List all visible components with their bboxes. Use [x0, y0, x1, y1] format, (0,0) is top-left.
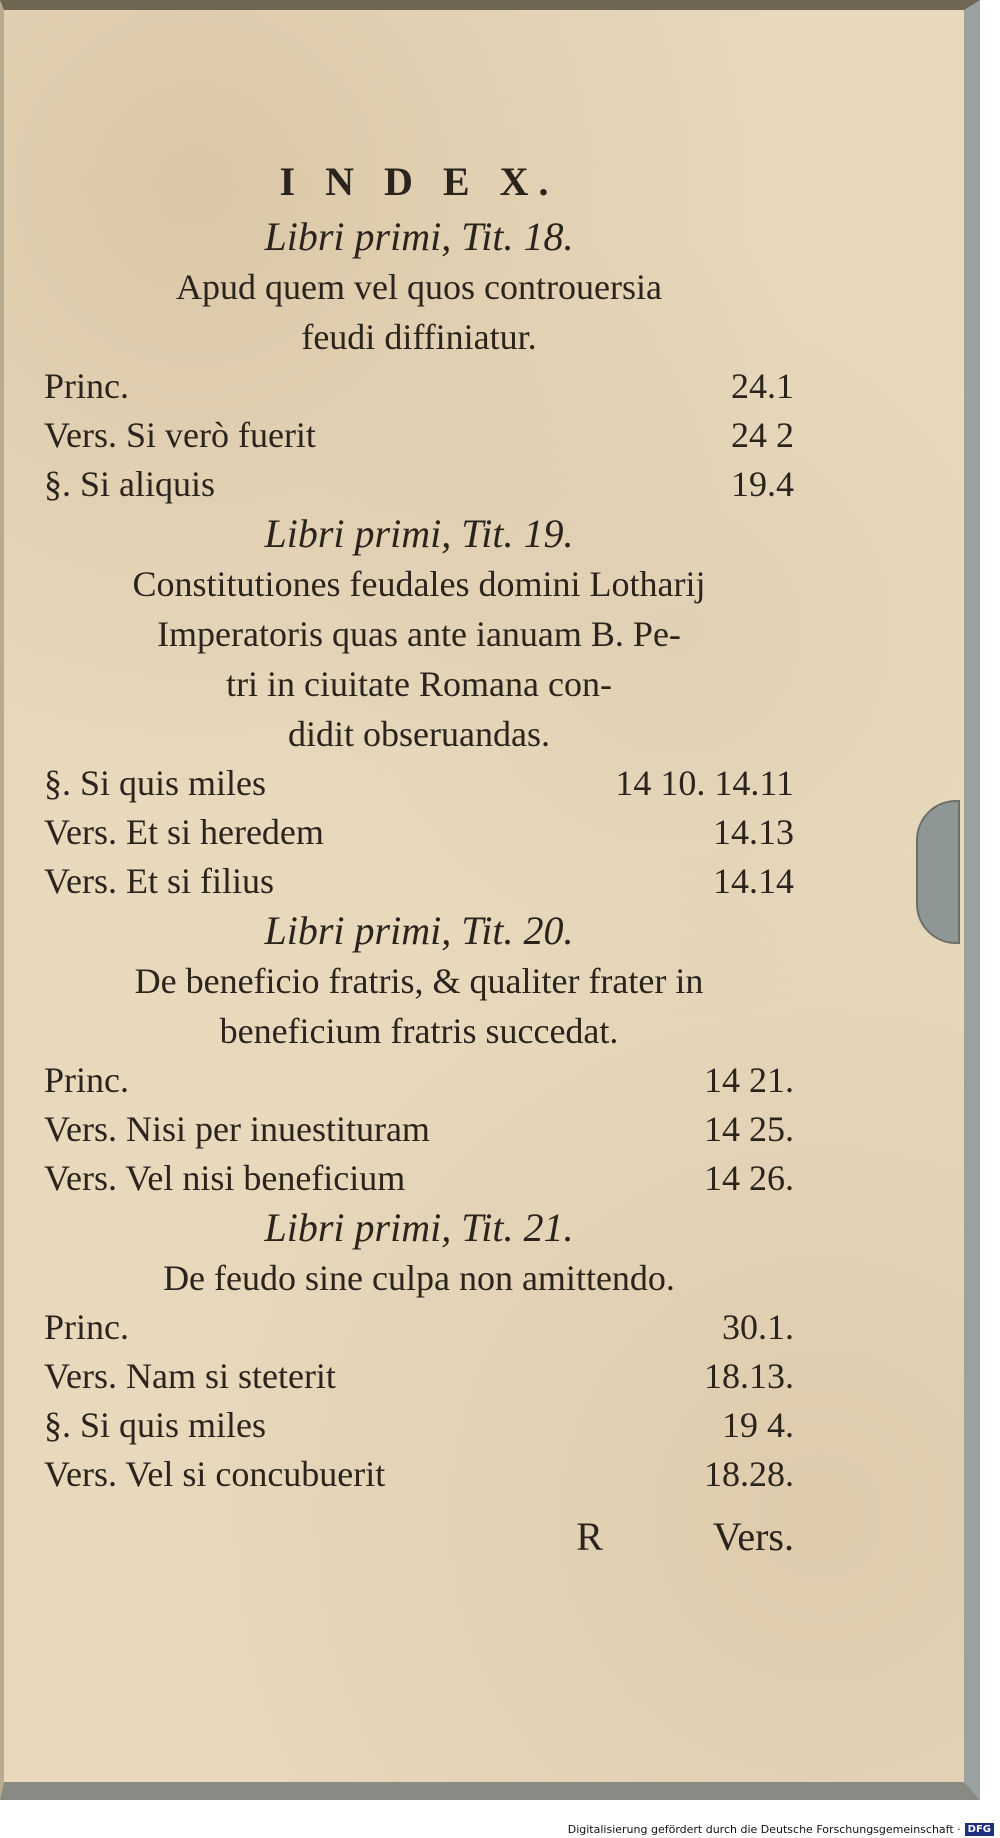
entry-number: 24 2 — [731, 415, 794, 455]
index-entry — [44, 1352, 794, 1401]
section-description-line: feudi diffiniatur. — [301, 317, 537, 357]
index-section — [44, 212, 794, 509]
digitization-credit — [568, 1823, 994, 1836]
index-entry — [44, 857, 794, 906]
entry-label: §. Si quis miles — [44, 763, 267, 803]
section-heading: Libri primi, Tit. 18. — [264, 214, 574, 259]
entry-label: Vers. Et si heredem — [44, 812, 324, 852]
section-description-line: Constitutiones feudales domini Lotharij — [132, 564, 706, 604]
index-entry — [44, 1154, 794, 1203]
index-entry — [44, 460, 794, 509]
section-heading: Libri primi, Tit. 19. — [264, 511, 574, 556]
page-content — [44, 158, 794, 1565]
section-description-line: beneficium fratris succedat. — [219, 1011, 619, 1051]
entry-number: 14 10. 14.11 — [615, 763, 794, 803]
section-heading: Libri primi, Tit. 20. — [264, 908, 574, 953]
page-title: I N D E X. — [279, 159, 559, 204]
entry-label: Vers. Nisi per inuestituram — [44, 1109, 430, 1149]
index-section — [44, 906, 794, 1203]
catchword: Vers. — [712, 1514, 794, 1559]
entry-number: 14.14 — [713, 861, 794, 901]
entry-label: Vers. Vel nisi beneficium — [44, 1158, 406, 1198]
index-entry — [44, 1450, 794, 1499]
index-section — [44, 1203, 794, 1499]
entry-label: Vers. Si verò fuerit — [44, 415, 316, 455]
entry-number: 24.1 — [731, 366, 794, 406]
entry-number: 19.4 — [731, 464, 794, 504]
index-entry — [44, 1401, 794, 1450]
section-description-line: tri in ciuitate Romana con- — [226, 664, 612, 704]
entry-number: 14 26. — [704, 1158, 794, 1198]
index-entry — [44, 1056, 794, 1105]
credit-text: Digitalisierung gefördert durch die Deutsche Forschungsgemeinschaft · — [567, 1823, 961, 1836]
section-description-line: didit obseruandas. — [288, 714, 550, 754]
entry-label: §. Si quis miles — [44, 1405, 267, 1445]
entry-number: 14 25. — [704, 1109, 794, 1149]
entry-number: 18.13. — [704, 1356, 794, 1396]
index-entry — [44, 1303, 794, 1352]
index-section — [44, 509, 794, 906]
entry-number: 14 21. — [704, 1060, 794, 1100]
section-description-line: De beneficio fratris, & qualiter frater in — [134, 961, 704, 1001]
entry-label: §. Si aliquis — [44, 464, 216, 504]
entry-label: Vers. Et si filius — [44, 861, 274, 901]
entry-label: Princ. — [44, 1060, 129, 1100]
index-entry — [44, 759, 794, 808]
signature-mark: R — [576, 1514, 603, 1559]
entry-number: 14.13 — [713, 812, 794, 852]
dfg-logo: DFG — [965, 1823, 994, 1836]
section-heading: Libri primi, Tit. 21. — [264, 1205, 574, 1250]
book-clasp — [916, 800, 960, 944]
entry-label: Princ. — [44, 366, 129, 406]
index-entry — [44, 808, 794, 857]
entry-number: 19 4. — [722, 1405, 794, 1445]
entry-label: Vers. Nam si steterit — [44, 1356, 336, 1396]
section-description-line: De feudo sine culpa non amittendo. — [163, 1258, 675, 1298]
page-footer — [44, 1509, 794, 1565]
index-entry — [44, 362, 794, 411]
entry-number: 30.1. — [722, 1307, 794, 1347]
index-entry — [44, 1105, 794, 1154]
entry-label: Vers. Vel si concubuerit — [44, 1454, 386, 1494]
section-description-line: Imperatoris quas ante ianuam B. Pe- — [157, 614, 681, 654]
entry-label: Princ. — [44, 1307, 129, 1347]
entry-number: 18.28. — [704, 1454, 794, 1494]
index-entry — [44, 411, 794, 460]
section-description-line: Apud quem vel quos controuersia — [176, 267, 662, 307]
